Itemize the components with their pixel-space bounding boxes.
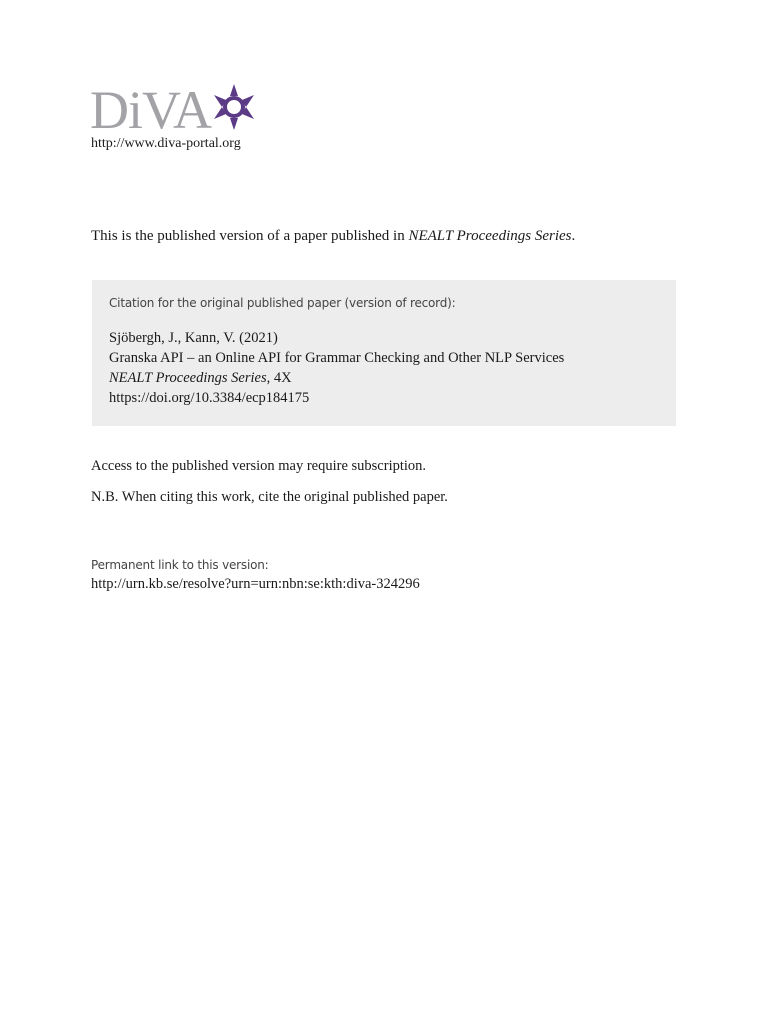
citation-label: Citation for the original published paper (version of record): — [109, 296, 456, 310]
citation-volume: , 4X — [266, 370, 292, 386]
nb-note: N.B. When citing this work, cite the original published paper. — [91, 489, 448, 505]
access-note: Access to the published version may require subscription. — [91, 458, 427, 474]
intro-journal: NEALT Proceedings Series — [408, 228, 572, 244]
citation-doi-link[interactable]: https://doi.org/10.3384/ecp184175 — [109, 390, 310, 406]
citation-details — [109, 328, 564, 408]
citation-authors-year: Sjöbergh, J., Kann, V. (2021) — [109, 330, 278, 346]
permanent-link[interactable]: http://urn.kb.se/resolve?urn=urn:nbn:se:kth:diva-324296 — [91, 576, 420, 592]
permanent-link-label: Permanent link to this version: — [91, 558, 269, 572]
diva-portal-url[interactable]: http://www.diva-portal.org — [91, 136, 241, 151]
logo-text: DiVA — [90, 80, 212, 140]
intro-suffix: . — [571, 228, 576, 244]
citation-journal: NEALT Proceedings Series — [109, 370, 267, 386]
diva-logo — [90, 80, 259, 140]
star-icon — [209, 82, 259, 132]
citation-box — [92, 280, 676, 426]
citation-title: Granska API – an Online API for Grammar Checking and Other NLP Services — [109, 350, 565, 366]
intro-statement — [91, 228, 575, 245]
citation-journal-line — [109, 368, 564, 388]
intro-prefix: This is the published version of a paper published in — [91, 228, 409, 244]
